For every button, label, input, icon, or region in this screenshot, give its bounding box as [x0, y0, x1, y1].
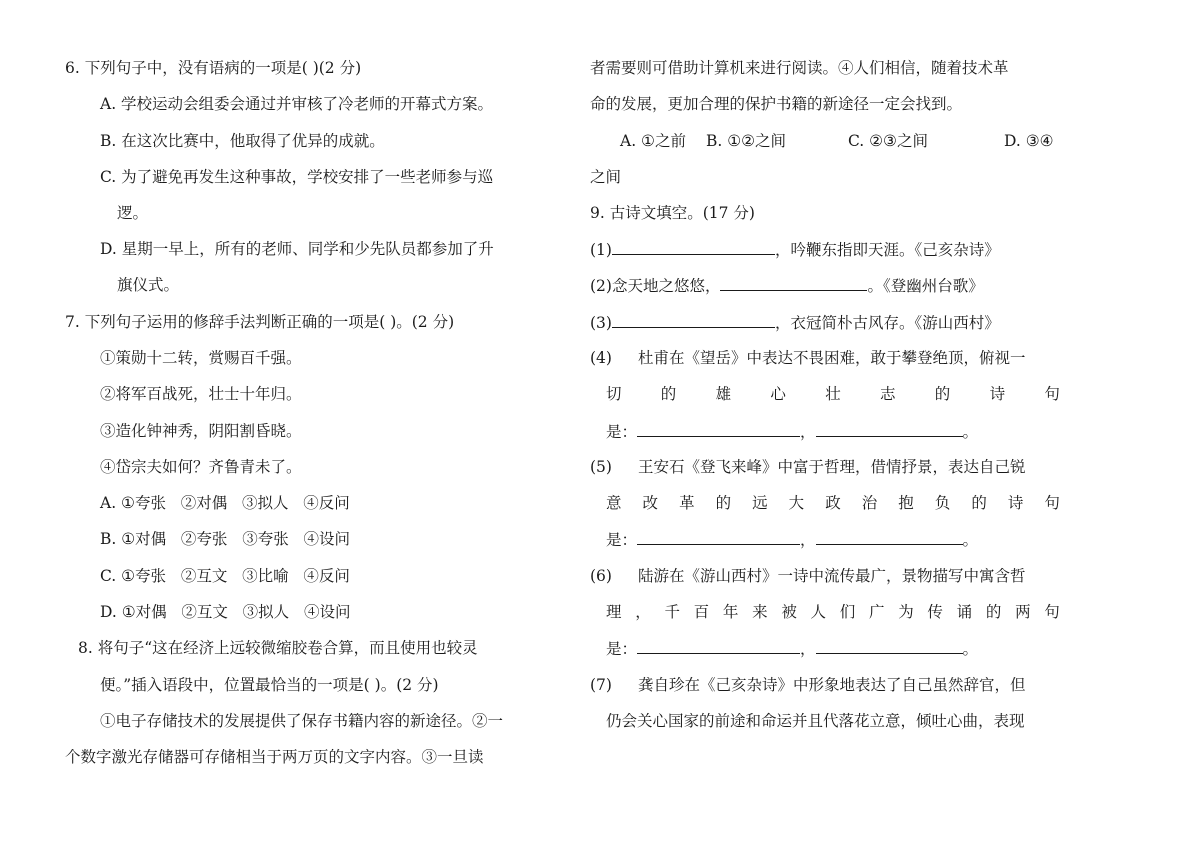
- q9-item-1-number: (1): [590, 241, 612, 259]
- q9-item-2: [590, 274, 984, 297]
- q9-item-6-char: 来: [752, 603, 768, 621]
- q9-item-4-blank-2[interactable]: [816, 420, 963, 437]
- answer-period: 。: [962, 640, 979, 658]
- answer-prefix: 是：: [606, 640, 638, 658]
- q7-sentence-2: ②将军百战死，壮士十年归。: [100, 385, 302, 403]
- q9-item-1: [590, 238, 1000, 261]
- q7-stem: 7. 下列句子运用的修辞手法判断正确的一项是( )。(2 分): [65, 313, 455, 331]
- q9-item-5-char: 负: [934, 494, 951, 512]
- q7-option-c: C. ①夸张 ②互文 ③比喻 ④反问: [100, 567, 350, 585]
- q9-item-6-char: 的: [985, 603, 1002, 621]
- q8-passage-line-4: 命的发展，更加合理的保护书籍的新途径一定会找到。: [590, 95, 963, 113]
- answer-period: 。: [962, 531, 979, 549]
- q9-item-5-char: 改: [642, 494, 659, 512]
- q8-option-b: B. ①②之间: [706, 132, 787, 150]
- q9-item-4-char: 的: [934, 385, 951, 403]
- q6-option-a: A. 学校运动会组委会通过并审核了冷老师的开幕式方案。: [100, 95, 494, 113]
- q8-stem-cont: 便。”插入语段中，位置最恰当的一项是( )。(2 分): [100, 676, 439, 694]
- q9-item-7-line-2: 仍会关心国家的前途和命运并且代落花立意，倾吐心曲，表现: [606, 712, 1025, 730]
- q9-item-6-char: 年: [722, 603, 739, 621]
- q8-option-d-cont: 之间: [590, 168, 622, 186]
- q9-item-4-char: 的: [660, 385, 677, 403]
- q9-item-4-line-2: [606, 383, 1060, 405]
- q9-item-4-char: 心: [770, 385, 786, 403]
- q9-item-4-char: 志: [879, 385, 896, 403]
- q9-item-6-char: 理: [606, 603, 622, 621]
- q9-item-4-number: (4): [590, 349, 612, 367]
- q9-item-4-char: 雄: [715, 385, 732, 403]
- q9-item-7-number: (7): [590, 676, 612, 694]
- q9-item-5-number: (5): [590, 458, 612, 476]
- q9-item-5-char: 治: [861, 494, 878, 512]
- q9-item-2-number: (2): [590, 277, 612, 295]
- q9-item-5-char: 的: [971, 494, 987, 512]
- q9-item-5-char: 意: [606, 494, 622, 512]
- q8-option-c: C. ②③之间: [848, 132, 928, 150]
- q9-item-6-char: 两: [1015, 603, 1031, 621]
- q9-item-6-char: 被: [781, 603, 797, 621]
- q9-item-6-line-1: 陆游在《游山西村》一诗中流传最广，景物描写中寓含哲: [638, 567, 1026, 585]
- q9-item-6-char: ，: [635, 603, 651, 621]
- q9-item-4-char: 切: [606, 385, 622, 403]
- q9-item-6-char: 千: [664, 603, 680, 621]
- q7-sentence-3: ③造化钟神秀，阴阳割昏晓。: [100, 422, 302, 440]
- q8-stem: 8. 将句子“这在经济上远较微缩胶卷合算，而且使用也较灵: [78, 639, 478, 657]
- q9-item-6-blank-2[interactable]: [816, 637, 963, 654]
- q9-item-2-pre: 念天地之悠悠，: [611, 277, 721, 295]
- q9-item-5-char: 大: [788, 494, 805, 512]
- q7-sentence-4: ④岱宗夫如何？齐鲁青未了。: [100, 458, 302, 476]
- answer-prefix: 是：: [606, 531, 638, 549]
- q9-item-1-text: ，吟鞭东指即天涯。《己亥杂诗》: [774, 241, 1000, 259]
- q8-option-a: A. ①之前: [620, 132, 686, 150]
- q9-item-6-char: 百: [693, 603, 710, 621]
- q9-item-5-line-1: 王安石《登飞来峰》中富于哲理，借情抒景，表达自己锐: [638, 458, 1026, 476]
- answer-comma: ，: [800, 640, 816, 658]
- q9-item-5-char: 政: [825, 494, 841, 512]
- q8-passage-line-1: ①电子存储技术的发展提供了保存书籍内容的新途径。②一: [100, 712, 504, 730]
- q6-option-d: D. 星期一早上，所有的老师、同学和少先队员都参加了升: [100, 240, 494, 258]
- q9-item-6-char: 广: [868, 603, 885, 621]
- q6-option-d-cont: 旗仪式。: [117, 276, 180, 294]
- q9-item-4-blank-1[interactable]: [637, 420, 800, 437]
- q6-option-b: B. 在这次比赛中，他取得了优异的成就。: [100, 132, 385, 150]
- q9-item-3-text: ，衣冠简朴古风存。《游山西村》: [774, 314, 1000, 332]
- q9-item-6-answer: [606, 637, 978, 660]
- q9-item-3-blank[interactable]: [612, 311, 775, 328]
- q6-option-c-cont: 逻。: [117, 204, 149, 222]
- q9-item-5-char: 句: [1044, 494, 1060, 512]
- answer-period: 。: [962, 423, 979, 441]
- q9-item-4-answer: [606, 420, 978, 443]
- q9-item-5-char: 远: [752, 494, 768, 512]
- q7-sentence-1: ①策勋十二转，赏赐百千强。: [100, 349, 302, 367]
- q7-option-b: B. ①对偶 ②夸张 ③夸张 ④设问: [100, 530, 350, 548]
- q9-item-6-number: (6): [590, 567, 612, 585]
- q9-item-7-line-1: 龚自珍在《己亥杂诗》中形象地表达了自己虽然辞官，但: [638, 676, 1026, 694]
- q9-item-5-line-2: [606, 492, 1060, 514]
- answer-comma: ，: [800, 531, 816, 549]
- q9-item-6-blank-1[interactable]: [637, 637, 800, 654]
- q9-item-4-line-1: 杜甫在《望岳》中表达不畏困难，敢于攀登绝顶，俯视一: [638, 349, 1026, 367]
- q9-item-5-blank-1[interactable]: [637, 528, 800, 545]
- q9-item-2-post: 。《登幽州台歌》: [867, 277, 984, 295]
- answer-comma: ，: [800, 423, 816, 441]
- q9-item-6-char: 为: [898, 603, 914, 621]
- q9-item-4-char: 诗: [989, 385, 1006, 403]
- q7-option-d: D. ①对偶 ②互文 ③拟人 ④设问: [100, 603, 351, 621]
- q9-item-5-answer: [606, 528, 978, 551]
- q9-item-5-char: 的: [715, 494, 732, 512]
- q9-item-5-char: 抱: [898, 494, 914, 512]
- q9-item-6-char: 们: [839, 603, 856, 621]
- q9-item-5-char: 革: [679, 494, 695, 512]
- q8-passage-line-2: 个数字激光存储器可存储相当于两万页的文字内容。③一旦读: [65, 748, 484, 766]
- answer-prefix: 是：: [606, 423, 638, 441]
- q9-item-6-char: 人: [810, 603, 827, 621]
- q8-passage-line-3: 者需要则可借助计算机来进行阅读。④人们相信，随着技术革: [590, 59, 1009, 77]
- q9-item-6-char: 传: [927, 603, 943, 621]
- q9-item-5-blank-2[interactable]: [816, 528, 963, 545]
- q6-option-c: C. 为了避免再发生这种事故，学校安排了一些老师参与巡: [100, 168, 494, 186]
- q9-item-3: [590, 311, 1000, 334]
- q9-item-4-char: 壮: [825, 385, 841, 403]
- q9-stem: 9. 古诗文填空。(17 分): [590, 204, 755, 222]
- q9-item-1-blank[interactable]: [612, 238, 775, 255]
- q9-item-2-blank[interactable]: [720, 274, 867, 291]
- q6-stem: 6. 下列句子中，没有语病的一项是( )(2 分): [65, 59, 362, 77]
- q8-option-d: D. ③④: [1004, 132, 1054, 150]
- q9-item-6-char: 句: [1044, 603, 1060, 621]
- q9-item-6-char: 诵: [956, 603, 973, 621]
- q9-item-4-char: 句: [1044, 385, 1060, 403]
- q7-option-a: A. ①夸张 ②对偶 ③拟人 ④反问: [100, 494, 350, 512]
- q9-item-5-char: 诗: [1007, 494, 1024, 512]
- q9-item-3-number: (3): [590, 314, 612, 332]
- q9-item-6-line-2: [606, 601, 1060, 623]
